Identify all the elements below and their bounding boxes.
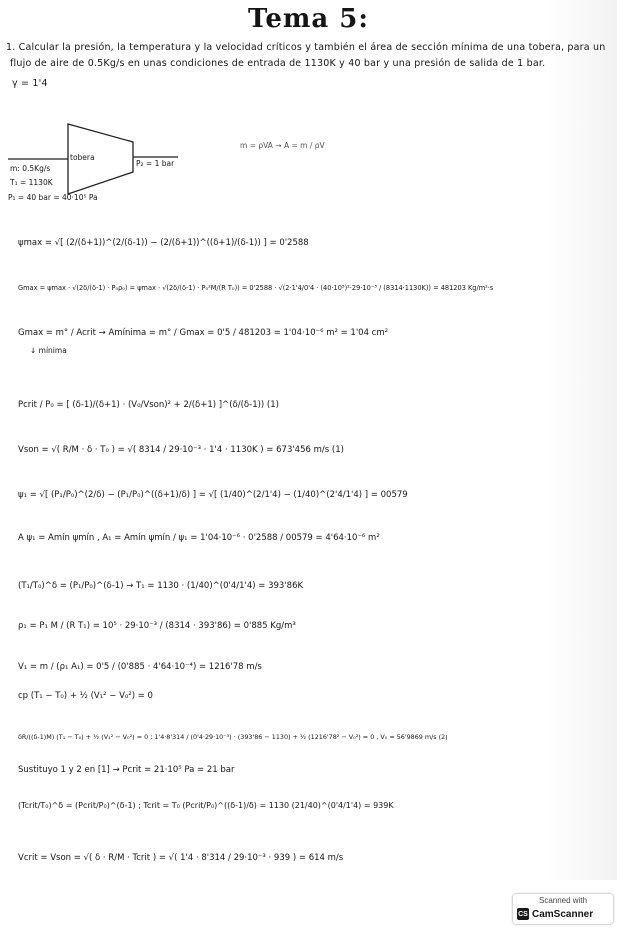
equation-pcrit-ratio: Pcrit / P₀ = [ (δ-1)/(δ+1) · (V₀/Vson)² + 2/(δ+1) ]^(δ/(δ-1)) (1) bbox=[18, 400, 279, 410]
watermark-brand-row bbox=[517, 907, 611, 921]
equation-tcrit: (Tcrit/T₀)^δ = (Pcrit/P₀)^(δ-1) ; Tcrit = T₀ (Pcrit/P₀)^((δ-1)/δ) = 1130 (21/40)^(0'4/1'4) = 939K bbox=[18, 801, 394, 810]
equation-v0: δR/((δ-1)M) (T₁ − T₀) + ½ (V₁² − V₀²) = 0 ; 1'4·8'314 / (0'4·29·10⁻³) · (393'86 − 1130) + ½ (1216'78² − V₀²) = 0 , V₀ = 56'9869 m/s (2) bbox=[18, 733, 448, 741]
equation-amin: Gmax = m° / Acrit → Amínima = m° / Gmax = 0'5 / 481203 = 1'04·10⁻⁶ m² = 1'04 cm² bbox=[18, 328, 389, 338]
watermark-brand: CamScanner bbox=[532, 908, 594, 920]
equation-psi1: ψ₁ = √[ (P₁/P₀)^(2/δ) − (P₁/P₀)^((δ+1)/δ) ] = √[ (1/40)^(2/1'4) − (1/40)^(2'4/1'4) ] = 00579 bbox=[18, 490, 408, 500]
equation-pcrit-result: Sustituyo 1 y 2 en [1] → Pcrit = 21·10⁵ Pa = 21 bar bbox=[18, 765, 235, 775]
side-note-area-formula: m = ρVA → A = m / ρV bbox=[240, 141, 325, 150]
page-shadow bbox=[548, 0, 617, 880]
equation-amin-note: ↓ mínima bbox=[30, 346, 67, 355]
inlet-temp-label: T₁ = 1130K bbox=[10, 178, 53, 187]
equation-vcrit: Vcrit = Vson = √( δ · R/M · Tcrit ) = √( 1'4 · 8'314 / 29·10⁻³ · 939 ) = 614 m/s bbox=[18, 853, 344, 863]
statement-gamma: γ = 1'4 bbox=[12, 78, 48, 89]
equation-vson: Vson = √( R/M · δ · T₀ ) = √( 8314 / 29·10⁻³ · 1'4 · 1130K ) = 673'456 m/s (1) bbox=[18, 445, 344, 455]
statement-line-1: 1. Calcular la presión, la temperatura y la velocidad críticos y también el área de sección mínima de una tobera, para un bbox=[6, 42, 606, 53]
outlet-pressure-label: P₂ = 1 bar bbox=[136, 159, 175, 168]
watermark-caption: Scanned with bbox=[538, 896, 588, 905]
equation-rho1: ρ₁ = P₁ M / (R T₁) = 10⁵ · 29·10⁻³ / (8314 · 393'86) = 0'885 Kg/m³ bbox=[18, 621, 296, 631]
equation-a1: A ψ₁ = Amín ψmín , A₁ = Amín ψmín / ψ₁ = 1'04·10⁻⁶ · 0'2588 / 00579 = 4'64·10⁻⁶ m² bbox=[18, 533, 380, 543]
inlet-mass-label: m: 0.5Kg/s bbox=[10, 164, 51, 173]
equation-v1: V₁ = m / (ρ₁ A₁) = 0'5 / (0'885 · 4'64·10⁻⁴) = 1216'78 m/s bbox=[18, 662, 262, 672]
equation-gmax: Gmax = ψmax · √(2δ/(δ-1) · P₀ρ₀) = ψmax · √(2δ/(δ-1) · P₀²M/(R T₀)) = 0'2588 · √(2·1'4/0'4 · (40·10⁵)²·29·10⁻³ / (8314·1130K)) = 481203 Kg/m²·s bbox=[18, 284, 494, 292]
camscanner-watermark bbox=[513, 894, 613, 924]
equation-psimax: ψmax = √[ (2/(δ+1))^(2/(δ-1)) − (2/(δ+1))^((δ+1)/(δ-1)) ] = 0'2588 bbox=[18, 238, 309, 248]
nozzle-label: tobera bbox=[70, 153, 95, 162]
page-title: Tema 5: bbox=[247, 4, 369, 34]
equation-energy: cp (T₁ − T₀) + ½ (V₁² − V₀²) = 0 bbox=[18, 691, 153, 701]
statement-line-2: flujo de aire de 0.5Kg/s en unas condiciones de entrada de 1130K y 40 bar y una presión de salida de 1 bar. bbox=[10, 58, 546, 69]
equation-t1: (T₁/T₀)^δ = (P₁/P₀)^(δ-1) → T₁ = 1130 · (1/40)^(0'4/1'4) = 393'86K bbox=[18, 581, 304, 591]
inlet-pressure-label: P₁ = 40 bar = 40·10⁵ Pa bbox=[8, 193, 98, 202]
camscanner-icon: CS bbox=[517, 908, 529, 920]
